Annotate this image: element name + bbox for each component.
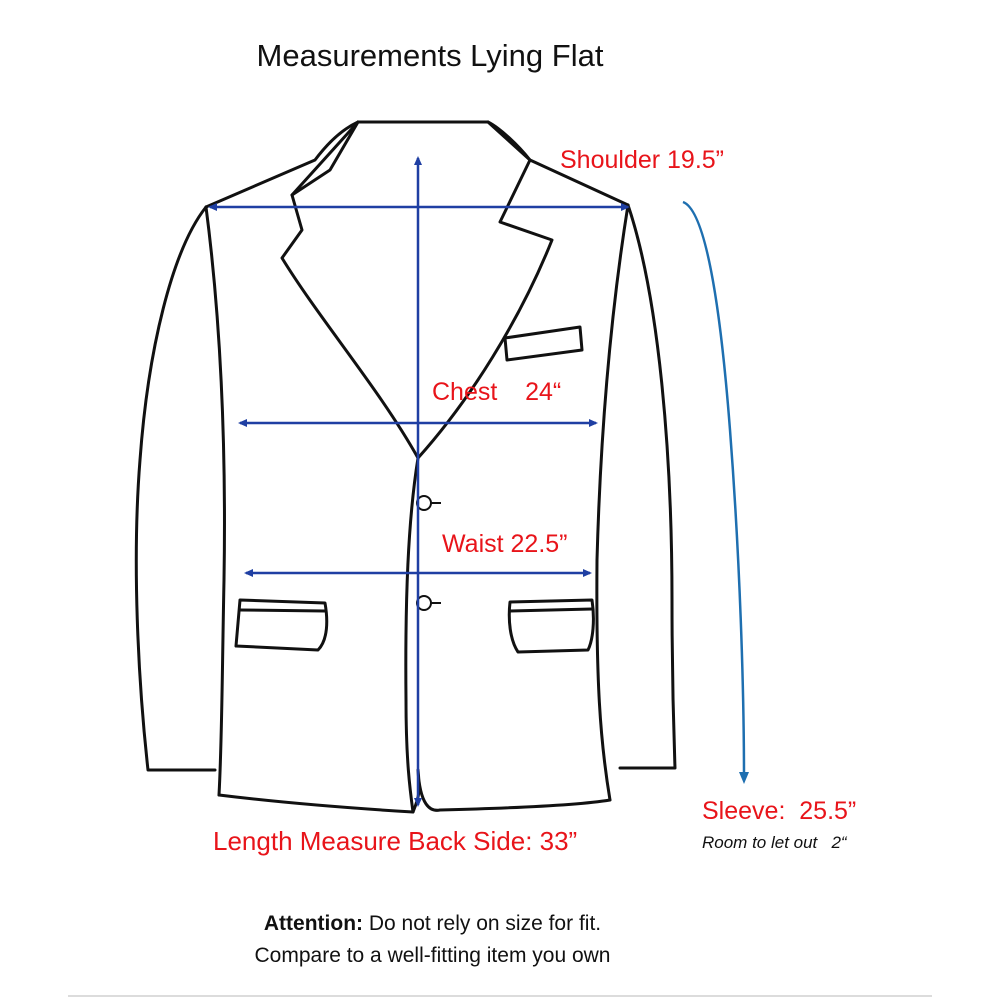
- divider: [68, 995, 932, 997]
- chest-pocket: [505, 327, 582, 360]
- length-label: Length Measure Back Side: 33”: [213, 826, 578, 856]
- jacket-right-side: [597, 205, 628, 800]
- attention-line-2: Compare to a well-fitting item you own: [254, 944, 611, 967]
- attention-note: [0, 908, 865, 972]
- sleeve-arrow: [683, 202, 744, 778]
- jacket-left-side: [206, 207, 224, 795]
- right-sleeve: [620, 205, 675, 768]
- attention-line-1: Do not rely on size for fit.: [363, 912, 602, 935]
- sleeve-note: Room to let out 2“: [702, 833, 847, 852]
- front-edge: [406, 458, 418, 812]
- jacket-hem: [219, 770, 610, 812]
- right-lapel: [418, 122, 552, 458]
- sleeve-label: Sleeve: 25.5”: [702, 797, 857, 825]
- chest-label: Chest 24“: [432, 378, 562, 406]
- attention-heading: Attention:: [263, 912, 364, 935]
- left-lapel: [282, 122, 418, 458]
- shoulder-label: Shoulder 19.5”: [560, 146, 725, 174]
- waist-label: Waist 22.5”: [442, 530, 568, 558]
- left-pocket-flap: [236, 600, 327, 650]
- diagram-title: Measurements Lying Flat: [256, 38, 604, 73]
- left-sleeve: [136, 207, 215, 770]
